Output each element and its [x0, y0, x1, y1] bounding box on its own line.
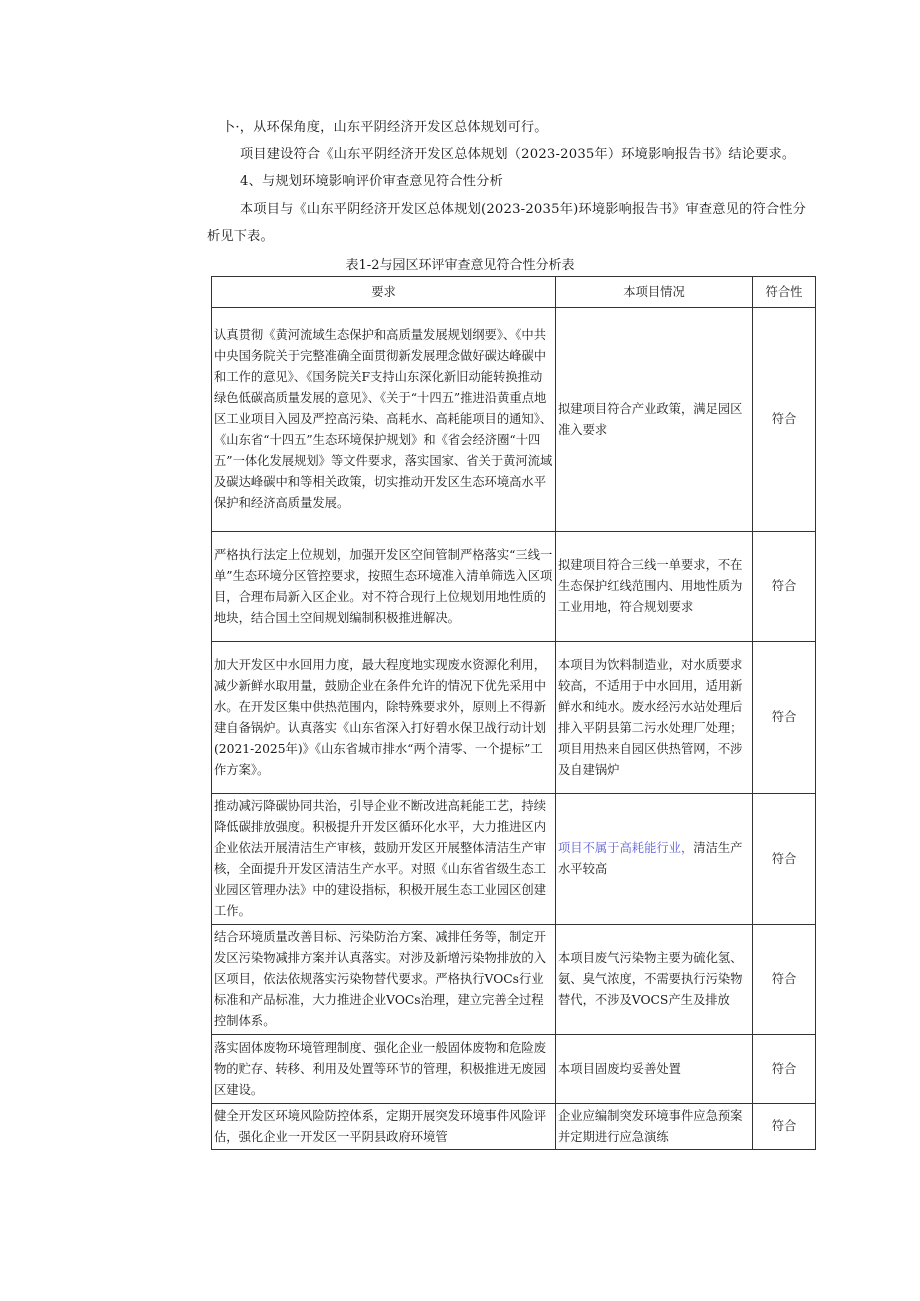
requirement-cell: 认真贯彻《黄河流域生态保护和高质量发展规划纲要》、《中共中央国务院关于完整准确全面贯彻新发展理念做好碳达峰碳中和工作的意见》、《国务院关F支持山东深化新旧动能转换推动绿色低碳高质量发展的意见》、《关于“十四五”推进沿黄重点地区工业项目入园及严控高污染、高耗水、高耗能项目的通知》、《山东省“十四五”生态环境保护规划》和《省会经济圈“十四五”一体化发展规划》等文件要求，落实国家、省关于黄河流域及碳达峰碳中和等相关政策，切实推动开发区生态环境高水平保护和经济高质量发展。 [212, 308, 556, 532]
requirement-cell: 落实固体废物环境管理制度、强化企业一般固体废物和危险废物的贮存、转移、利用及处置等环节的管理，积极推进无废园区建设。 [212, 1035, 556, 1104]
result-cell: 符合 [753, 1035, 816, 1104]
requirement-cell: 推动减污降碳协同共治，引导企业不断改进高耗能工艺，持续降低碳排放强度。积极提升开发区循环化水平，大力推进区内企业依法开展清洁生产审核，鼓励开发区开展整体清洁生产审核，全面提升开发区清洁生产水平。对照《山东省省级生态工业园区管理办法》中的建设指标，积极开展生态工业园区创建工作。 [212, 794, 556, 925]
result-cell: 符合 [753, 308, 816, 532]
situation-cell: 本项目固废均妥善处置 [556, 1035, 753, 1104]
result-cell: 符合 [753, 794, 816, 925]
situation-highlight: 项目不属于高耗能行业， [558, 841, 694, 855]
situation-cell [556, 794, 753, 925]
requirement-cell: 严格执行法定上位规划，加强开发区空间管制严格落实“三线一单”生态环境分区管控要求，按照生态环境准入清单筛选入区项目，合理布局新入区企业。对不符合现行上位规划用地性质的地块，结合国土空间规划编制积极推进解决。 [212, 532, 556, 642]
section-heading: 4、与规划环境影响评价审查意见符合性分析 [240, 174, 503, 189]
table-row [212, 1035, 816, 1104]
table-row [212, 925, 816, 1035]
result-cell: 符合 [753, 925, 816, 1035]
situation-cell: 企业应编制突发环境事件应急预案并定期进行应急演练 [556, 1104, 753, 1150]
situation-cell: 拟建项目符合三线一单要求，不在生态保护红线范围内、用地性质为工业用地，符合规划要求 [556, 532, 753, 642]
situation-cell: 本项目为饮料制造业，对水质要求较高，不适用于中水回用，适用新鲜水和纯水。废水经污水站处理后排入平阴县第二污水处理厂处理；项目用热来自园区供热管网，不涉及自建锅炉 [556, 642, 753, 794]
requirement-cell: 加大开发区中水回用力度，最大程度地实现废水资源化利用，减少新鲜水取用量，鼓励企业在条件允许的情况下优先采用中水。在开发区集中供热范围内，除特殊要求外，原则上不得新建自备锅炉。认真落实《山东省深入打好碧水保卫战行动计划(2021-2025年)》《山东省城市排水“两个清零、一个提标”工作方案》。 [212, 642, 556, 794]
header-requirement: 要求 [212, 277, 556, 308]
compliance-table [211, 276, 816, 1150]
table-header-row [212, 277, 816, 308]
paragraph-compliance: 项目建设符合《山东平阴经济开发区总体规划（2023-2035年）环境影响报告书》结论要求。 [240, 147, 796, 162]
result-cell: 符合 [753, 532, 816, 642]
requirement-cell: 健全开发区环境风险防控体系，定期开展突发环境事件风险评估，强化企业一开发区一平阴县政府环境管 [212, 1104, 556, 1150]
paragraph-conclusion: 卜·，从环保角度，山东平阴经济开发区总体规划可行。 [222, 120, 548, 135]
situation-cell: 本项目废气污染物主要为硫化氢、氨、臭气浓度，不需要执行污染物替代，不涉及VOCS产生及排放 [556, 925, 753, 1035]
header-situation: 本项目情况 [556, 277, 753, 308]
table-row [212, 1104, 816, 1150]
table-row [212, 794, 816, 925]
table-caption: 表1-2与园区环评审查意见符合性分析表 [345, 258, 575, 273]
table-row [212, 308, 816, 532]
requirement-cell: 结合环境质量改善目标、污染防治方案、减排任务等，制定开发区污染物减排方案并认真落实。对涉及新增污染物排放的入区项目，依法依规落实污染物替代要求。严格执行VOCs行业标准和产品标准，大力推进企业VOCs治理，建立完善全过程控制体系。 [212, 925, 556, 1035]
result-cell: 符合 [753, 642, 816, 794]
situation-cell: 拟建项目符合产业政策，满足园区准入要求 [556, 308, 753, 532]
result-cell: 符合 [753, 1104, 816, 1150]
situation-text: 清洁生产水平较高 [558, 841, 743, 876]
table-row [212, 642, 816, 794]
table-row [212, 532, 816, 642]
header-result: 符合性 [753, 277, 816, 308]
paragraph-intro: 本项目与《山东平阴经济开发区总体规划(2023-2035年)环境影响报告书》审查意见的符合性分析见下表。 [207, 202, 807, 244]
